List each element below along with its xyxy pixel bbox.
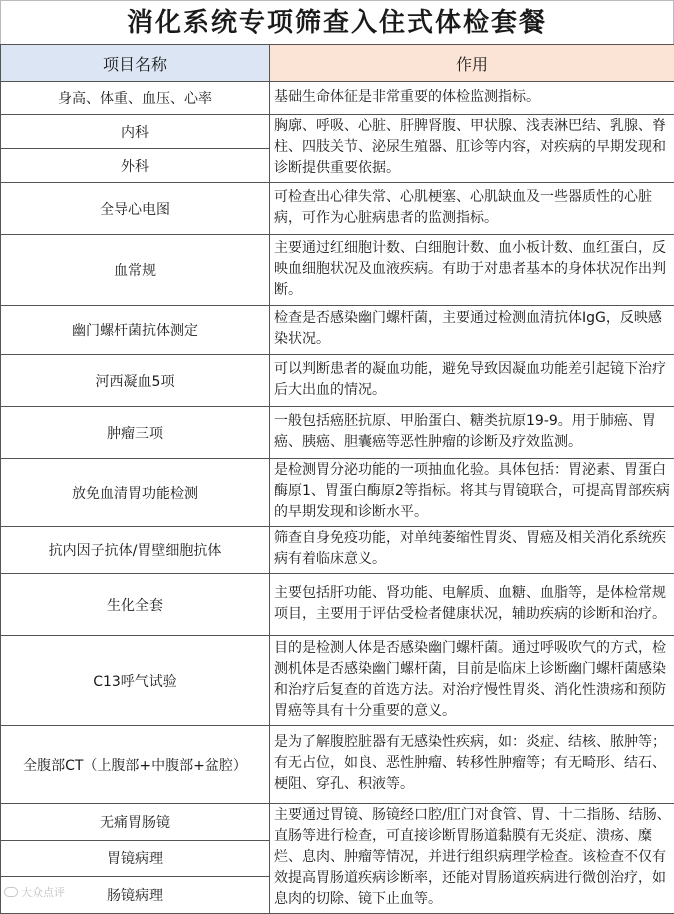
item-use: 可检查出心律失常、心肌梗塞、心肌缺血及一些器质性的心脏病，可作为心脏病患者的监测指标。 (270, 183, 674, 235)
item-name: 全腹部CT（上腹部+中腹部+盆腔） (1, 726, 270, 804)
table-row (1, 115, 674, 149)
item-use: 可以判断患者的凝血功能，避免导致因凝血功能差引起镜下治疗后大出血的情况。 (270, 355, 674, 407)
table-row (1, 407, 674, 459)
table-row (1, 574, 674, 636)
item-name: 血常规 (1, 235, 270, 306)
table-row (1, 235, 674, 306)
item-use: 筛查自身免疫功能，对单纯萎缩性胃炎、胃癌及相关消化系统疾病有着临床意义。 (270, 527, 674, 574)
item-use: 胸廓、呼吸、心脏、肝脾肾腹、甲状腺、浅表淋巴结、乳腺、脊柱、四肢关节、泌尿生殖器、肛诊等内容，对疾病的早期发现和诊断提供重要依据。 (270, 115, 674, 183)
table-header-row (1, 45, 674, 82)
item-use: 主要通过胃镜、肠镜经口腔/肛门对食管、胃、十二指肠、结肠、直肠等进行检查，可直接诊断胃肠道黏膜有无炎症、溃疡、糜烂、息肉、肿瘤等情况，并进行组织病理学检查。该检查不仅有效提高胃肠道疾病诊断率，还能对胃肠道疾病进行微创治疗，如息肉的切除、镜下止血等。 (270, 804, 674, 914)
watermark (4, 884, 65, 900)
table-row (1, 804, 674, 841)
column-header-use: 作用 (270, 45, 674, 82)
item-name: 身高、体重、血压、心率 (1, 82, 270, 115)
item-use: 是为了解腹腔脏器有无感染性疾病，如：炎症、结核、脓肿等；有无占位，如良、恶性肿瘤、转移性肿瘤等；有无畸形、结石、梗阻、穿孔、积液等。 (270, 726, 674, 804)
item-name: C13呼气试验 (1, 636, 270, 726)
table-row (1, 306, 674, 355)
item-name: 肠镜病理 (1, 877, 270, 914)
watermark-text: 大众点评 (21, 884, 65, 900)
item-use: 主要包括肝功能、肾功能、电解质、血糖、血脂等，是体检常规项目，主要用于评估受检者健康状况，辅助疾病的诊断和治疗。 (270, 574, 674, 636)
item-name: 肿瘤三项 (1, 407, 270, 459)
table-row (1, 82, 674, 115)
table-row (1, 355, 674, 407)
item-name: 外科 (1, 149, 270, 183)
item-use: 检查是否感染幽门螺杆菌，主要通过检测血清抗体IgG，反映感染状况。 (270, 306, 674, 355)
item-use: 基础生命体征是非常重要的体检监测指标。 (270, 82, 674, 115)
table-row (1, 726, 674, 804)
item-name: 内科 (1, 115, 270, 149)
item-name: 生化全套 (1, 574, 270, 636)
item-name: 胃镜病理 (1, 840, 270, 877)
item-use: 主要通过红细胞计数、白细胞计数、血小板计数、血红蛋白，反映血细胞状况及血液疾病。有助于对患者基本的身体状况作出判断。 (270, 235, 674, 306)
exam-items-table (0, 44, 674, 914)
item-use: 一般包括癌胚抗原、甲胎蛋白、糖类抗原19-9。用于肺癌、胃癌、胰癌、胆囊癌等恶性肿瘤的诊断及疗效监测。 (270, 407, 674, 459)
table-row (1, 459, 674, 527)
table-row (1, 527, 674, 574)
column-header-name: 项目名称 (1, 45, 270, 82)
item-use: 目的是检测人体是否感染幽门螺杆菌。通过呼吸吹气的方式，检测机体是否感染幽门螺杆菌，目前是临床上诊断幽门螺杆菌感染和治疗后复查的首选方法。对治疗慢性胃炎、消化性溃疡和预防胃癌等具有十分重要的意义。 (270, 636, 674, 726)
item-name: 无痛胃肠镜 (1, 804, 270, 841)
item-name: 放免血清胃功能检测 (1, 459, 270, 527)
item-name: 抗内因子抗体/胃壁细胞抗体 (1, 527, 270, 574)
item-use: 是检测胃分泌功能的一项抽血化验。具体包括：胃泌素、胃蛋白酶原1、胃蛋白酶原2等指标。将其与胃镜联合，可提高胃部疾病的早期发现和诊断水平。 (270, 459, 674, 527)
dianping-logo-icon (4, 887, 18, 897)
item-name: 幽门螺杆菌抗体测定 (1, 306, 270, 355)
page-title: 消化系统专项筛查入住式体检套餐 (0, 0, 674, 44)
item-name: 全导心电图 (1, 183, 270, 235)
item-name: 河西凝血5项 (1, 355, 270, 407)
table-row (1, 636, 674, 726)
table-row (1, 183, 674, 235)
